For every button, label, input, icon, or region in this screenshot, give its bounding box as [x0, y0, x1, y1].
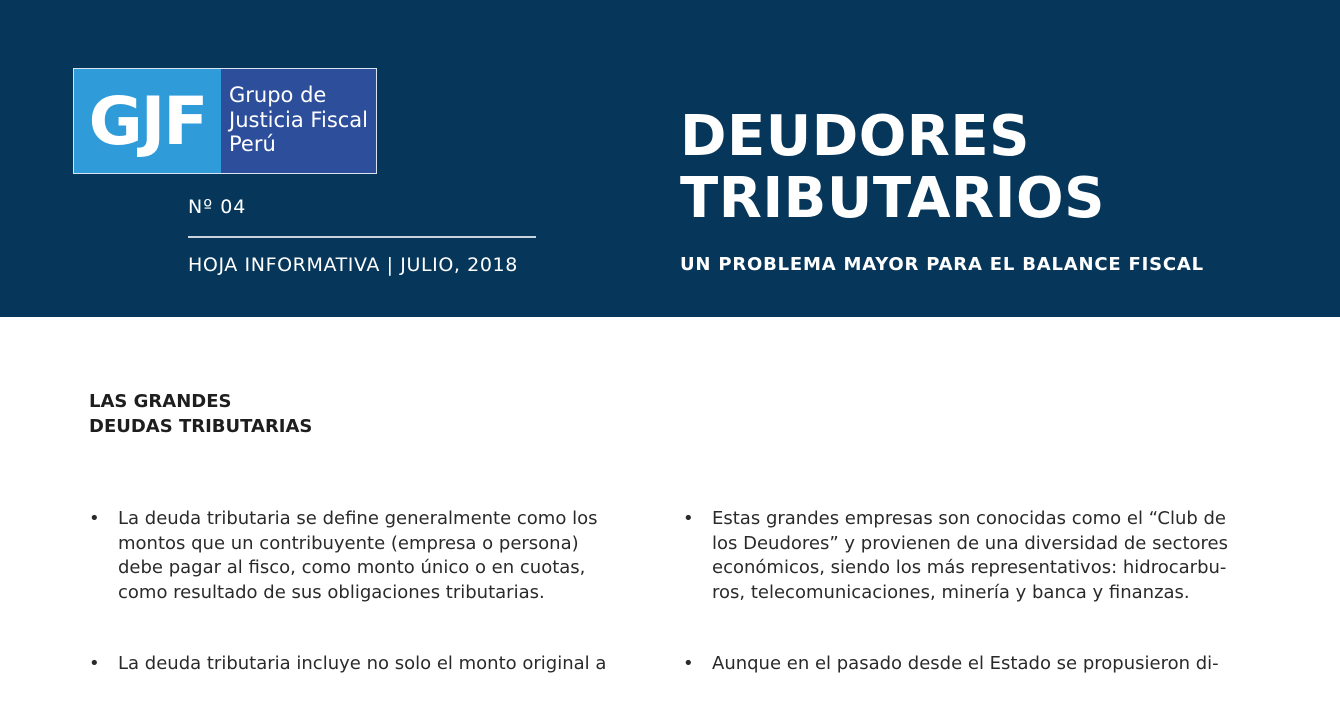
header-divider — [188, 236, 536, 238]
bullet-text-line: los Deudores” y provienen de una diversidad de sectores — [712, 532, 1228, 554]
logo-mark: GJF — [74, 69, 221, 173]
bullet-text-line: debe pagar al fisco, como monto único o en cuotas, — [118, 557, 586, 579]
section-heading — [89, 389, 312, 439]
right-bullet-list — [683, 507, 1243, 723]
section-heading-line-2: DEUDAS TRIBUTARIAS — [89, 416, 313, 437]
gjf-logo — [73, 68, 377, 174]
bullet-text-line: montos que un contribuyente (empresa o persona) — [118, 532, 579, 554]
bullet-icon: • — [89, 652, 100, 674]
logo-name-line-2: Justicia Fiscal — [229, 107, 369, 132]
logo-name — [221, 69, 376, 173]
left-bullet-list — [89, 507, 634, 723]
bullet-text-line: La deuda tributaria incluye no solo el monto original a — [118, 652, 607, 674]
logo-name-line-1: Grupo de — [229, 83, 327, 107]
bullet-text-line: La deuda tributaria se define generalmente como los — [118, 508, 598, 529]
header-banner — [0, 0, 1340, 317]
logo-name-line-3: Perú — [229, 132, 276, 156]
bullet-text-line: como resultado de sus obligaciones tributarias. — [118, 582, 545, 604]
bullet-text-line: económicos, siendo los más representativos: hidrocarbu- — [712, 557, 1227, 579]
bullet-icon: • — [89, 508, 100, 529]
document-title — [680, 106, 1105, 230]
bullet-icon: • — [683, 508, 694, 529]
list-item — [89, 652, 634, 677]
section-heading-line-1: LAS GRANDES — [89, 391, 232, 412]
list-item — [683, 652, 1243, 677]
list-item — [683, 507, 1243, 606]
issue-number: Nº 04 — [188, 196, 247, 218]
title-line-2: TRIBUTARIOS — [680, 166, 1105, 231]
document-subtitle: UN PROBLEMA MAYOR PARA EL BALANCE FISCAL — [680, 254, 1204, 275]
bullet-text-line: Aunque en el pasado desde el Estado se propusieron di- — [712, 652, 1219, 674]
series-label: HOJA INFORMATIVA | JULIO, 2018 — [188, 254, 518, 276]
bullet-icon: • — [683, 652, 694, 674]
list-item — [89, 507, 634, 606]
bullet-text-line: ros, telecomunicaciones, minería y banca y finanzas. — [712, 582, 1190, 604]
bullet-text-line: Estas grandes empresas son conocidas como el “Club de — [712, 508, 1227, 529]
title-line-1: DEUDORES — [680, 104, 1031, 169]
